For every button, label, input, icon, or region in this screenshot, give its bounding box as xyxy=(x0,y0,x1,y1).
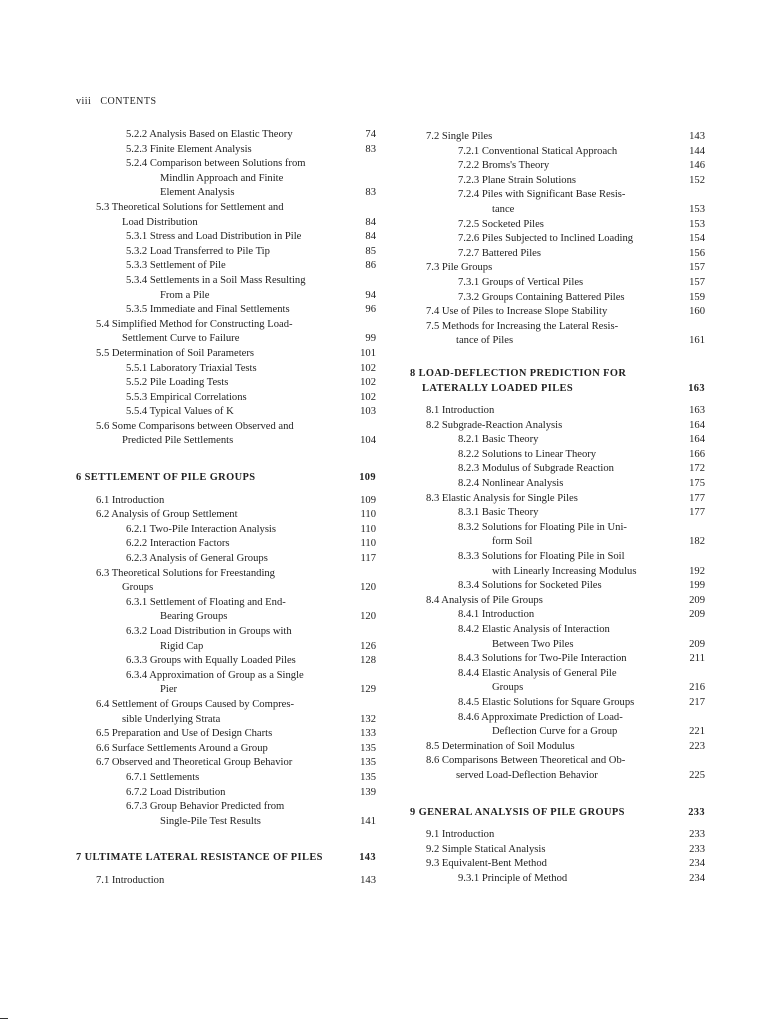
toc-entry-title: 8.3.4 Solutions for Socketed Piles xyxy=(458,580,602,592)
toc-entry-title: 8.1 Introduction xyxy=(426,405,495,417)
toc-chapter-entry xyxy=(410,367,705,382)
toc-entry xyxy=(410,681,705,696)
toc-entry-title: 7.2.4 Piles with Significant Base Resis- xyxy=(458,189,626,201)
toc-entry-title: Settlement Curve to Failure xyxy=(122,333,240,345)
toc-entry xyxy=(410,638,705,653)
toc-entry-title: 8.4.2 Elastic Analysis of Interaction xyxy=(458,624,610,635)
toc-entry xyxy=(410,667,705,682)
toc-entry-page: 83 xyxy=(365,143,376,155)
toc-entry xyxy=(410,477,705,492)
toc-entry-title: 5.2.4 Comparison between Solutions from xyxy=(126,158,306,170)
toc-entry-title: 6.2.2 Interaction Factors xyxy=(126,538,230,550)
toc-entry xyxy=(76,420,376,435)
toc-entry-page: 144 xyxy=(689,145,705,157)
toc-entry-title: 5.3 Theoretical Solutions for Settlement and xyxy=(96,201,284,213)
toc-entry-title: tance xyxy=(492,203,515,215)
toc-entry xyxy=(76,259,376,274)
toc-entry-page: 172 xyxy=(689,463,705,475)
toc-entry-title: 6.6 Surface Settlements Around a Group xyxy=(96,742,268,754)
toc-entry-title: 6.4 Settlement of Groups Caused by Compres- xyxy=(96,698,295,710)
toc-entry-page: 221 xyxy=(689,726,705,738)
toc-entry-page: 102 xyxy=(360,391,376,403)
toc-entry-title: 8.2.4 Nonlinear Analysis xyxy=(458,478,564,490)
toc-entry-title: 6.7.2 Load Distribution xyxy=(126,786,226,798)
toc-entry-title: 6.3.2 Load Distribution in Groups with xyxy=(126,626,292,637)
toc-entry-title: 8.4.5 Elastic Solutions for Square Groups xyxy=(458,696,635,708)
toc-entry-title: 5.3.1 Stress and Load Distribution in Pile xyxy=(126,231,302,243)
toc-entry-title: 8.2.3 Modulus of Subgrade Reaction xyxy=(458,463,614,475)
toc-entry xyxy=(76,332,376,347)
toc-entry xyxy=(76,434,376,449)
toc-entry-page: 160 xyxy=(689,306,705,318)
toc-entry-title: 5.4 Simplified Method for Constructing Load- xyxy=(96,318,293,330)
toc-entry xyxy=(410,291,705,306)
toc-entry xyxy=(410,320,705,335)
toc-entry-page: 166 xyxy=(689,448,705,460)
toc-entry-title: Groups xyxy=(492,682,524,694)
toc-entry xyxy=(410,419,705,434)
toc-entry xyxy=(76,552,376,567)
toc-entry xyxy=(76,318,376,333)
toc-entry-page: 83 xyxy=(365,187,376,199)
toc-entry-title: Groups xyxy=(122,582,154,594)
toc-entry xyxy=(410,203,705,218)
toc-entry-title: 7.2.7 Battered Piles xyxy=(458,247,541,259)
toc-entry-title: 8 LOAD-DEFLECTION PREDICTION FOR xyxy=(410,367,627,379)
toc-entry-title: 7 ULTIMATE LATERAL RESISTANCE OF PILES xyxy=(76,852,323,864)
toc-entry-title: form Soil xyxy=(492,536,533,548)
toc-entry xyxy=(76,786,376,801)
toc-entry-title: 9.3.1 Principle of Method xyxy=(458,872,568,884)
toc-entry-page: 233 xyxy=(689,843,705,855)
toc-entry-title: Load Distribution xyxy=(122,216,198,228)
toc-entry xyxy=(76,362,376,377)
toc-entry-page: 152 xyxy=(689,174,705,186)
toc-entry xyxy=(410,579,705,594)
toc-entry-page: 94 xyxy=(365,289,376,301)
toc-entry-page: 209 xyxy=(689,638,705,650)
toc-entry xyxy=(76,405,376,420)
toc-entry-title: 7.3 Pile Groups xyxy=(426,262,493,274)
toc-entry-title: 6.2.1 Two-Pile Interaction Analysis xyxy=(126,523,277,535)
toc-entry-page: 126 xyxy=(360,640,376,652)
toc-entry-page: 163 xyxy=(688,382,705,394)
toc-entry xyxy=(76,303,376,318)
toc-entry-title: 7.5 Methods for Increasing the Lateral Resis- xyxy=(426,320,619,332)
toc-entry-title: served Load-Deflection Behavior xyxy=(456,769,598,781)
toc-entry xyxy=(410,769,705,784)
toc-entry xyxy=(76,216,376,231)
toc-entry-title: 8.2 Subgrade-Reaction Analysis xyxy=(426,419,563,431)
toc-entry xyxy=(410,754,705,769)
toc-entry-title: 7.2.3 Plane Strain Solutions xyxy=(458,174,577,186)
toc-entry-title: 8.4.3 Solutions for Two-Pile Interaction xyxy=(458,653,627,665)
toc-entry xyxy=(410,740,705,755)
toc-entry-title: 8.3 Elastic Analysis for Single Piles xyxy=(426,492,578,504)
toc-entry-page: 209 xyxy=(689,594,705,606)
toc-entry-page: 133 xyxy=(360,728,376,740)
toc-entry-page: 135 xyxy=(360,742,376,754)
toc-entry-title: Deflection Curve for a Group xyxy=(492,726,618,738)
toc-entry-title: Bearing Groups xyxy=(160,611,228,623)
toc-entry xyxy=(76,581,376,596)
toc-entry-title: 6.2 Analysis of Group Settlement xyxy=(96,509,238,521)
toc-entry xyxy=(410,404,705,419)
toc-entry-title: Element Analysis xyxy=(160,187,235,199)
toc-entry-title: 5.3.4 Settlements in a Soil Mass Resulting xyxy=(126,274,306,286)
toc-entry xyxy=(410,130,705,145)
toc-entry-page: 217 xyxy=(689,696,705,708)
toc-entry-page: 233 xyxy=(689,829,705,841)
toc-entry xyxy=(410,462,705,477)
toc-right-column xyxy=(410,130,705,887)
toc-entry-page: 192 xyxy=(689,565,705,577)
toc-entry-title: 5.5.1 Laboratory Triaxial Tests xyxy=(126,362,257,374)
toc-entry-page: 164 xyxy=(689,434,705,446)
toc-entry xyxy=(410,608,705,623)
toc-entry-title: LATERALLY LOADED PILES xyxy=(422,382,574,394)
toc-entry-title: 5.2.3 Finite Element Analysis xyxy=(126,143,252,155)
toc-entry-title: Mindlin Approach and Finite xyxy=(160,172,284,184)
toc-entry xyxy=(410,872,705,887)
toc-entry xyxy=(410,623,705,638)
toc-entry-title: From a Pile xyxy=(160,289,210,301)
toc-entry-page: 233 xyxy=(688,806,705,818)
toc-entry-title: 8.3.1 Basic Theory xyxy=(458,507,539,519)
toc-entry-page: 129 xyxy=(360,684,376,696)
toc-entry-page: 209 xyxy=(689,609,705,621)
toc-entry xyxy=(76,347,376,362)
toc-entry-title: 5.6 Some Comparisons between Observed and xyxy=(96,420,294,432)
toc-entry-page: 143 xyxy=(689,131,705,142)
toc-entry-title: Rigid Cap xyxy=(160,640,204,652)
toc-entry xyxy=(410,652,705,667)
toc-entry xyxy=(76,713,376,728)
toc-entry-title: 7.1 Introduction xyxy=(96,874,165,886)
toc-entry-page: 84 xyxy=(365,216,376,228)
toc-entry-title: 7.2 Single Piles xyxy=(426,131,493,142)
toc-entry-page: 110 xyxy=(360,538,376,550)
toc-entry-title: 5.5.4 Typical Values of K xyxy=(126,406,234,418)
toc-chapter-entry xyxy=(410,382,705,397)
toc-entry xyxy=(410,247,705,262)
toc-entry xyxy=(410,711,705,726)
toc-entry xyxy=(410,535,705,550)
header-title: CONTENTS xyxy=(100,96,157,107)
toc-entry-title: 7.3.2 Groups Containing Battered Piles xyxy=(458,291,625,303)
toc-entry-title: 8.2.2 Solutions to Linear Theory xyxy=(458,448,597,460)
toc-entry xyxy=(410,232,705,247)
toc-entry xyxy=(76,567,376,582)
toc-entry xyxy=(76,494,376,509)
toc-chapter-entry xyxy=(76,471,376,486)
toc-entry xyxy=(410,550,705,565)
toc-entry-title: 5.2.2 Analysis Based on Elastic Theory xyxy=(126,129,293,140)
toc-entry-page: 96 xyxy=(365,304,376,316)
toc-entry-title: 6.3.1 Settlement of Floating and End- xyxy=(126,596,286,608)
toc-entry-title: 7.3.1 Groups of Vertical Piles xyxy=(458,276,584,288)
toc-entry xyxy=(76,128,376,143)
toc-entry xyxy=(76,771,376,786)
toc-entry-page: 132 xyxy=(360,713,376,725)
toc-entry xyxy=(76,742,376,757)
toc-entry xyxy=(410,188,705,203)
toc-entry xyxy=(76,245,376,260)
toc-entry-title: 9.2 Simple Statical Analysis xyxy=(426,843,546,855)
toc-entry-title: 5.3.5 Immediate and Final Settlements xyxy=(126,304,290,316)
page-edge-mark xyxy=(0,1018,8,1019)
toc-entry-title: Between Two Piles xyxy=(492,638,574,650)
toc-entry xyxy=(410,433,705,448)
toc-entry-title: 6 SETTLEMENT OF PILE GROUPS xyxy=(76,472,256,484)
toc-entry xyxy=(76,683,376,698)
toc-entry xyxy=(410,725,705,740)
toc-entry-title: 7.2.1 Conventional Statical Approach xyxy=(458,145,618,157)
toc-entry-title: 8.2.1 Basic Theory xyxy=(458,434,539,446)
toc-entry xyxy=(410,521,705,536)
toc-entry xyxy=(410,594,705,609)
toc-entry-page: 199 xyxy=(689,580,705,592)
toc-entry xyxy=(410,159,705,174)
toc-entry-page: 153 xyxy=(689,203,705,215)
toc-entry xyxy=(76,727,376,742)
toc-entry-title: 8.4.1 Introduction xyxy=(458,609,535,621)
toc-entry-title: Pier xyxy=(160,684,178,696)
toc-entry-page: 146 xyxy=(689,160,705,172)
toc-entry-title: 9.3 Equivalent-Bent Method xyxy=(426,858,547,870)
toc-entry xyxy=(76,523,376,538)
toc-entry-page: 109 xyxy=(360,494,376,506)
toc-entry-page: 163 xyxy=(689,405,705,417)
toc-entry-page: 110 xyxy=(360,523,376,535)
toc-entry xyxy=(410,828,705,843)
toc-entry-title: 7.2.2 Broms's Theory xyxy=(458,160,550,172)
toc-entry-title: 8.6 Comparisons Between Theoretical and Ob- xyxy=(426,755,626,767)
toc-entry xyxy=(76,230,376,245)
toc-entry xyxy=(76,800,376,815)
toc-entry xyxy=(76,537,376,552)
toc-entry-title: Predicted Pile Settlements xyxy=(122,435,234,447)
toc-entry xyxy=(76,172,376,187)
toc-entry xyxy=(76,654,376,669)
toc-entry-page: 143 xyxy=(359,852,376,864)
toc-entry-title: 7.4 Use of Piles to Increase Slope Stability xyxy=(426,306,608,318)
toc-entry xyxy=(76,874,376,889)
toc-entry-page: 109 xyxy=(359,472,376,484)
toc-entry xyxy=(76,274,376,289)
toc-entry-page: 135 xyxy=(360,771,376,783)
toc-entry xyxy=(76,815,376,830)
toc-entry-title: 8.3.2 Solutions for Floating Pile in Uni- xyxy=(458,521,627,533)
toc-entry-page: 102 xyxy=(360,362,376,374)
toc-entry-page: 177 xyxy=(689,492,705,504)
toc-entry-page: 141 xyxy=(360,815,376,827)
toc-entry xyxy=(76,376,376,391)
toc-entry-page: 102 xyxy=(360,377,376,389)
toc-entry-page: 120 xyxy=(360,611,376,623)
toc-entry-page: 99 xyxy=(365,333,376,345)
toc-entry-page: 211 xyxy=(689,653,705,665)
toc-entry-page: 85 xyxy=(365,245,376,257)
toc-entry-title: 6.3 Theoretical Solutions for Freestanding xyxy=(96,567,275,579)
toc-entry-page: 223 xyxy=(689,740,705,752)
toc-entry-title: 8.4.4 Elastic Analysis of General Pile xyxy=(458,667,617,679)
toc-entry-title: 8.4 Analysis of Pile Groups xyxy=(426,594,543,606)
toc-entry-title: 8.4.6 Approximate Prediction of Load- xyxy=(458,711,623,723)
toc-entry-title: 6.7.1 Settlements xyxy=(126,771,200,783)
toc-entry xyxy=(410,506,705,521)
toc-entry-title: 6.7 Observed and Theoretical Group Behavior xyxy=(96,757,293,769)
toc-entry xyxy=(410,305,705,320)
toc-entry-title: 9 GENERAL ANALYSIS OF PILE GROUPS xyxy=(410,806,625,818)
toc-left-column xyxy=(76,128,376,889)
toc-entry-title: 5.3.2 Load Transferred to Pile Tip xyxy=(126,245,270,257)
toc-entry xyxy=(76,391,376,406)
toc-entry-title: with Linearly Increasing Modulus xyxy=(492,565,637,577)
toc-entry-title: 6.2.3 Analysis of General Groups xyxy=(126,553,268,565)
toc-entry-title: 5.5.3 Empirical Correlations xyxy=(126,391,247,403)
toc-entry-title: 7.2.6 Piles Subjected to Inclined Loading xyxy=(458,233,634,245)
toc-entry xyxy=(76,596,376,611)
toc-entry-page: 157 xyxy=(689,276,705,288)
toc-entry xyxy=(76,625,376,640)
toc-entry-page: 74 xyxy=(365,129,376,140)
toc-entry xyxy=(76,289,376,304)
toc-entry xyxy=(410,261,705,276)
toc-entry-page: 164 xyxy=(689,419,705,431)
toc-entry xyxy=(76,610,376,625)
toc-entry xyxy=(410,448,705,463)
toc-entry xyxy=(410,492,705,507)
toc-entry xyxy=(76,186,376,201)
toc-entry-title: 6.3.4 Approximation of Group as a Single xyxy=(126,669,304,681)
toc-entry-page: 143 xyxy=(360,874,376,886)
toc-entry-page: 157 xyxy=(689,262,705,274)
toc-entry-page: 117 xyxy=(360,553,376,565)
toc-entry-page: 216 xyxy=(689,682,705,694)
toc-entry-page: 154 xyxy=(689,233,705,245)
toc-entry xyxy=(76,698,376,713)
toc-entry-page: 84 xyxy=(365,231,376,243)
toc-entry xyxy=(76,756,376,771)
toc-chapter-entry xyxy=(76,851,376,866)
toc-entry xyxy=(76,143,376,158)
toc-entry-title: 7.2.5 Socketed Piles xyxy=(458,218,544,230)
toc-entry-title: 6.3.3 Groups with Equally Loaded Piles xyxy=(126,655,296,667)
toc-entry xyxy=(410,565,705,580)
toc-entry-title: sible Underlying Strata xyxy=(122,713,221,725)
toc-entry-title: 8.3.3 Solutions for Floating Pile in Soil xyxy=(458,551,625,563)
toc-entry-title: 6.7.3 Group Behavior Predicted from xyxy=(126,801,285,813)
running-header xyxy=(76,96,157,107)
toc-entry-title: 9.1 Introduction xyxy=(426,829,495,841)
toc-entry-title: 8.5 Determination of Soil Modulus xyxy=(426,740,575,752)
toc-entry-page: 139 xyxy=(360,786,376,798)
toc-entry-page: 128 xyxy=(360,655,376,667)
toc-entry xyxy=(410,174,705,189)
toc-entry xyxy=(410,843,705,858)
toc-entry-page: 234 xyxy=(689,872,705,884)
toc-entry xyxy=(410,696,705,711)
toc-entry-page: 153 xyxy=(689,218,705,230)
toc-entry-title: tance of Piles xyxy=(456,335,514,347)
toc-entry xyxy=(76,669,376,684)
toc-entry xyxy=(410,857,705,872)
toc-entry-page: 135 xyxy=(360,757,376,769)
toc-entry xyxy=(76,640,376,655)
toc-entry-page: 101 xyxy=(360,347,376,359)
toc-entry-page: 104 xyxy=(360,435,376,447)
toc-entry-page: 159 xyxy=(689,291,705,303)
toc-entry-page: 110 xyxy=(360,509,376,521)
toc-entry-page: 120 xyxy=(360,582,376,594)
toc-entry-title: 5.3.3 Settlement of Pile xyxy=(126,260,226,272)
toc-entry-page: 234 xyxy=(689,858,705,870)
toc-entry-page: 86 xyxy=(365,260,376,272)
toc-entry-page: 225 xyxy=(689,769,705,781)
toc-entry-page: 161 xyxy=(689,335,705,347)
toc-entry xyxy=(76,157,376,172)
toc-entry-page: 182 xyxy=(689,536,705,548)
toc-entry-title: 6.1 Introduction xyxy=(96,494,165,506)
toc-entry-title: Single-Pile Test Results xyxy=(160,815,261,827)
toc-entry-page: 103 xyxy=(360,406,376,418)
toc-entry xyxy=(410,145,705,160)
toc-entry xyxy=(76,201,376,216)
toc-chapter-entry xyxy=(410,806,705,821)
toc-entry-title: 6.5 Preparation and Use of Design Charts xyxy=(96,728,273,740)
toc-entry-title: 5.5 Determination of Soil Parameters xyxy=(96,347,254,359)
page-label: viii xyxy=(76,96,92,107)
toc-entry xyxy=(410,218,705,233)
toc-entry xyxy=(76,508,376,523)
toc-entry-page: 175 xyxy=(689,478,705,490)
toc-entry-page: 156 xyxy=(689,247,705,259)
toc-entry xyxy=(410,334,705,349)
toc-entry-page: 177 xyxy=(689,507,705,519)
toc-entry xyxy=(410,276,705,291)
toc-entry-title: 5.5.2 Pile Loading Tests xyxy=(126,377,229,389)
